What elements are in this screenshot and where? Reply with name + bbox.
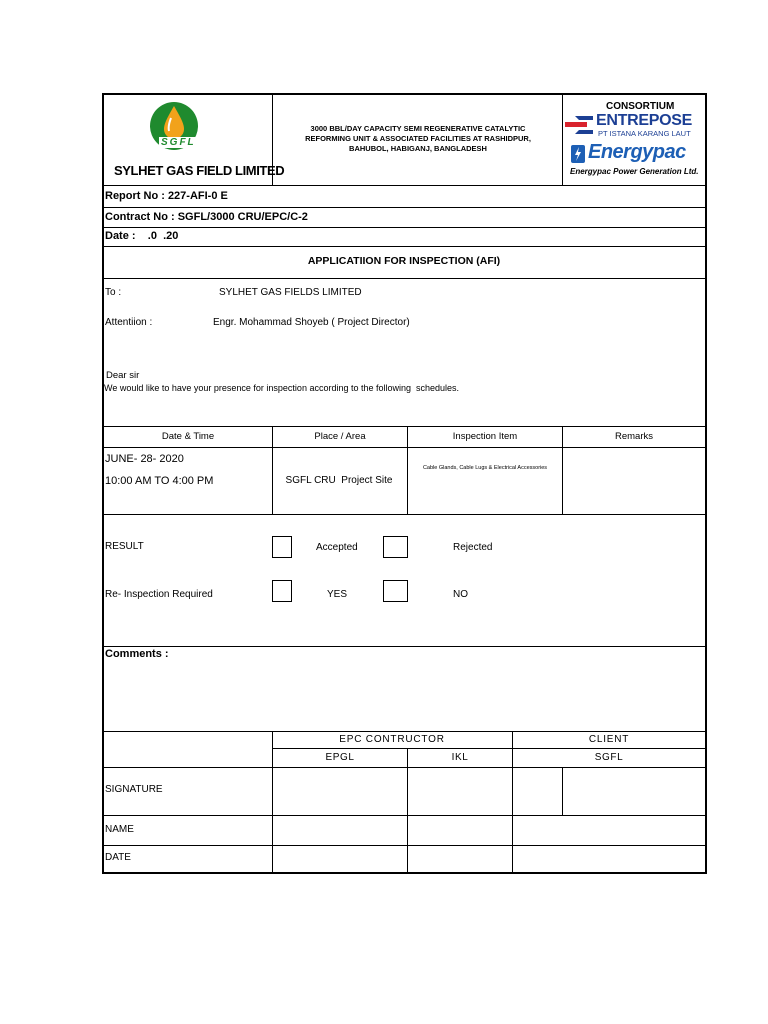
attention-value: Engr. Mohammad Shoyeb ( Project Director) (213, 317, 410, 328)
reinspection-no-checkbox[interactable] (383, 580, 408, 602)
to-label: To : (105, 287, 122, 298)
accepted-label: Accepted (316, 542, 358, 553)
schedule-time: 10:00 AM TO 4:00 PM (105, 475, 214, 487)
salutation: Dear sir (106, 370, 140, 381)
date-line: Date : .0 .20 (105, 230, 179, 242)
signature-label: SIGNATURE (105, 784, 163, 795)
rejected-label: Rejected (453, 542, 493, 553)
comments-area[interactable] (104, 664, 704, 730)
schedule-col-2 (407, 426, 408, 514)
form-title: APPLICATIION FOR INSPECTION (AFI) (307, 255, 501, 267)
to-value: SYLHET GAS FIELDS LIMITED (219, 287, 362, 298)
name-label: NAME (105, 824, 134, 835)
no-label: NO (453, 589, 468, 600)
consortium-label: CONSORTIUM (606, 101, 675, 112)
schedule-body-bottom (103, 514, 706, 515)
schedule-header-remarks: Remarks (614, 431, 654, 442)
comments-label: Comments : (105, 648, 169, 660)
rejected-checkbox[interactable] (383, 536, 408, 558)
frame-bottom (102, 872, 707, 874)
contract-number: Contract No : SGFL/3000 CRU/EPC/C-2 (105, 211, 308, 223)
energypac-subtitle: Energypac Power Generation Ltd. (570, 167, 699, 176)
reinspection-label: Re- Inspection Required (105, 589, 213, 600)
sgfl-logo-text: SGFL (161, 137, 196, 148)
frame-top (102, 93, 707, 95)
attention-label: Attentiion : (105, 317, 153, 328)
comments-bottom-line (103, 731, 706, 732)
epc-contractor-header: EPC CONTRUCTOR (339, 734, 445, 745)
yes-label: YES (327, 589, 348, 600)
frame-right (705, 93, 707, 874)
report-number: Report No : 227-AFI-0 E (105, 190, 228, 202)
sgfl-header: SGFL (594, 752, 624, 763)
signoff-col-4 (562, 767, 563, 815)
date-label: DATE (105, 852, 131, 863)
title-row-line (103, 278, 706, 279)
project-title-line-2: REFORMING UNIT & ASSOCIATED FACILITIES AT RASHIDPUR, (305, 134, 531, 143)
header-divider-right (562, 94, 563, 185)
signoff-subheader-line (272, 748, 706, 749)
frame-left (102, 93, 104, 874)
signoff-col-1 (272, 731, 273, 872)
ikl-header: IKL (451, 752, 469, 763)
header-bottom-line (103, 185, 706, 186)
entrepose-subtitle: PT ISTANA KARANG LAUT (598, 129, 691, 138)
schedule-col-3 (562, 426, 563, 514)
date-row-line (103, 246, 706, 247)
contract-row-line (103, 227, 706, 228)
signoff-col-3 (512, 731, 513, 872)
schedule-item: Cable Glands, Cable Lugs & Electrical Accessories (422, 465, 548, 471)
signature-row-bottom (103, 815, 706, 816)
epgl-header: EPGL (325, 752, 355, 763)
client-header: CLIENT (588, 734, 630, 745)
company-name: SYLHET GAS FIELD LIMITED (114, 163, 285, 178)
schedule-header-top (103, 426, 706, 427)
result-bottom-line (103, 646, 706, 647)
reinspection-yes-checkbox[interactable] (272, 580, 292, 602)
result-label: RESULT (105, 541, 144, 552)
entrepose-name: ENTREPOSE (596, 112, 692, 129)
schedule-place: SGFL CRU Project Site (285, 475, 393, 486)
schedule-header-date: Date & Time (161, 431, 215, 442)
report-row-line (103, 207, 706, 208)
entrepose-logo-mark (565, 114, 595, 136)
schedule-col-1 (272, 426, 273, 514)
signoff-col-2 (407, 748, 408, 872)
project-title-line-1: 3000 BBL/DAY CAPACITY SEMI REGENERATIVE CATALYTIC (310, 124, 526, 133)
schedule-header-place: Place / Area (314, 431, 366, 442)
schedule-date: JUNE- 28- 2020 (105, 453, 184, 465)
name-row-bottom (103, 845, 706, 846)
energypac-name: Energypac (588, 141, 686, 163)
schedule-header-bottom (103, 447, 706, 448)
project-title-line-3: BAHUBOL, HABIGANJ, BANGLADESH (349, 144, 487, 153)
schedule-header-item: Inspection Item (452, 431, 518, 442)
energypac-logo-mark (570, 144, 586, 164)
signoff-header-bottom (103, 767, 706, 768)
intro-text: We would like to have your presence for inspection according to the following schedules. (104, 383, 460, 393)
accepted-checkbox[interactable] (272, 536, 292, 558)
